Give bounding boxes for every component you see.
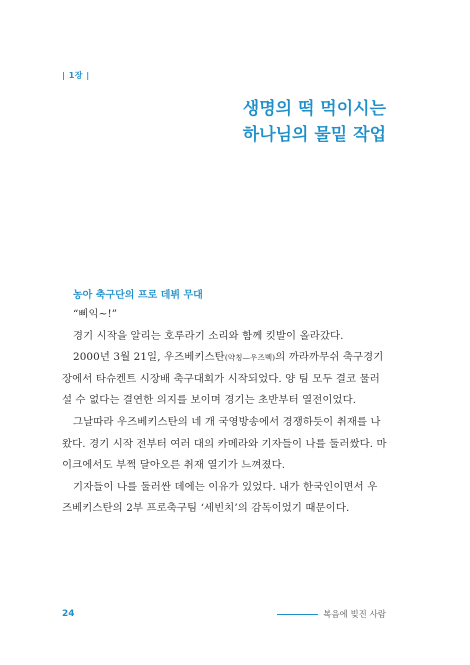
chapter-title-line-1: 생명의 떡 먹이시는 xyxy=(242,99,386,119)
paragraph-kickoff: 경기 시작을 알리는 호루라기 소리와 함께 킷발이 올라갔다. xyxy=(73,329,344,342)
section-heading: 농아 축구단의 프로 데뷔 무대 xyxy=(73,290,203,301)
footer-divider xyxy=(277,614,318,615)
paragraph-whistle: “삐익~!” xyxy=(73,308,118,320)
paragraph-match-date xyxy=(62,347,387,412)
paragraph-match-date-part-2: 의 까라까무쉬 축구경기장에서 타슈켄트 시장배 축구대회가 시작되었다. 양 팀 모두 결코 물러설 수 없다는 결연한 의지를 보이며 경기는 초반부터 열전이었다. xyxy=(62,351,384,407)
abbreviation-note: (약칭—우즈벡) xyxy=(224,353,276,363)
chapter-tag: | 1장 | xyxy=(62,71,90,80)
chapter-title-line-2: 하나님의 물밑 작업 xyxy=(242,125,386,145)
chapter-title xyxy=(243,96,386,148)
book-title: 복음에 빚진 사람 xyxy=(323,610,386,620)
body-text xyxy=(62,304,387,520)
paragraph-broadcasters: 그날따라 우즈베키스탄의 네 개 국영방송에서 경쟁하듯이 취재를 나왔다. 경기 시작 전부터 여러 대의 카메라와 기자들이 나를 둘러쌌다. 마이크에서도 부쩍 달아오른 취재 열기가 느껴졌다. xyxy=(62,415,387,472)
paragraph-coach: 기자들이 나를 둘러싼 데에는 이유가 있었다. 내가 한국인이면서 우즈베키스탄의 2부 프로축구팀 ‘세빈치’의 감독이었기 때문이다. xyxy=(62,480,378,515)
page-number: 24 xyxy=(62,609,75,619)
paragraph-match-date-part-1: 2000년 3월 21일, 우즈베키스탄 xyxy=(73,351,225,364)
